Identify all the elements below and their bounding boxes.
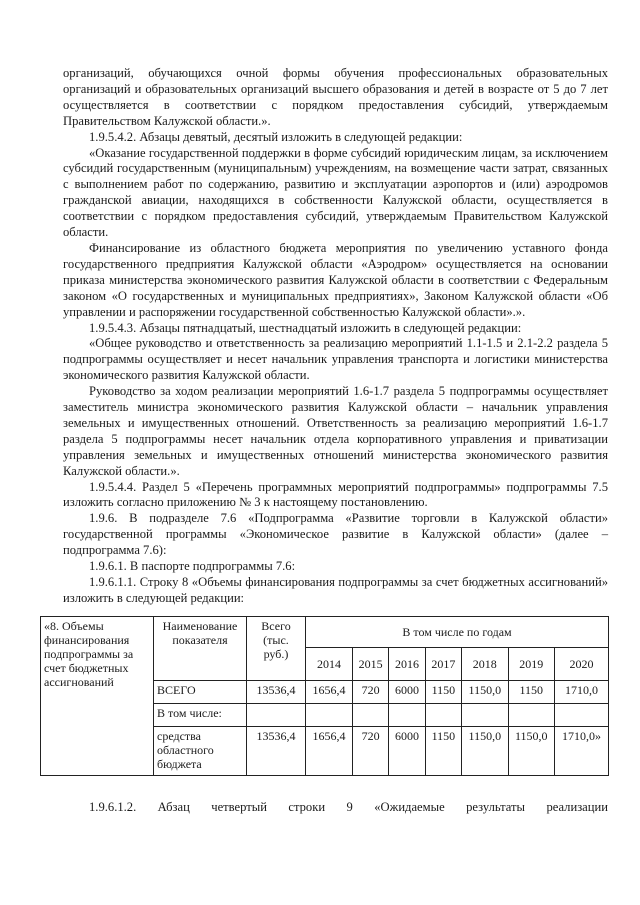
paragraph-1-9-6: 1.9.6. В подразделе 7.6 «Подпрограмма «Развитие торговли в Калужской области» государственной программы «Экономическое развитие в Калужской области» (далее – подпрограмма 7.6): <box>63 511 608 558</box>
year-cell: 2017 <box>425 647 461 680</box>
row-total <box>247 703 306 726</box>
value-cell: 1150,0 <box>462 726 508 775</box>
value-cell: 6000 <box>389 726 425 775</box>
document-page <box>44 66 608 816</box>
value-cell: 1150 <box>425 726 461 775</box>
paragraph-1-9-6-1: 1.9.6.1. В паспорте подпрограммы 7.6: <box>89 559 296 574</box>
value-cell: 1710,0» <box>554 726 608 775</box>
table-row-header: «8. Объемы финансирования подпрограммы за счет бюджетных ассигнований <box>41 616 154 775</box>
value-cell: 1710,0 <box>554 680 608 703</box>
financing-table <box>40 616 609 776</box>
paragraph-1-9-6-1-1: 1.9.6.1.1. Строку 8 «Объемы финансирования подпрограммы за счет бюджетных ассигнований» изложить в следующей редакции: <box>63 575 608 605</box>
value-cell: 720 <box>352 726 388 775</box>
value-cell <box>508 703 554 726</box>
year-cell: 2019 <box>508 647 554 680</box>
paragraph-management-1-6-1-7: Руководство за ходом реализации мероприятий 1.6-1.7 раздела 5 подпрограммы осуществляет заместитель министра экономического развития Калужской области – начальник управления земельных и имущественных отношений. Ответственность за реализацию мероприятий 1.6-1.7 раздела 5 подпрограммы несет начальник отдела корпоративного управления и приватизации управления земельных и имущественных отношений министерства экономического развития Калужской области.». <box>63 384 608 478</box>
row-total: 13536,4 <box>247 680 306 703</box>
paragraph-financing-aerodrom: Финансирование из областного бюджета мероприятия по увеличению уставного фонда государственного предприятия Калужской области «Аэродром» осуществляется на основании приказа министерства экономического развития Калужской области в соответствии с Федеральным законом «О государственных и муниципальных предприятиях», Законом Калужской области «Об управлении и распоряжении государственной собственностью Калужской области».». <box>63 240 608 319</box>
value-cell <box>425 703 461 726</box>
value-cell: 1150,0 <box>462 680 508 703</box>
value-cell <box>389 703 425 726</box>
value-cell: 1656,4 <box>306 726 353 775</box>
year-cell: 2020 <box>554 647 608 680</box>
table-header-row <box>41 616 609 647</box>
value-cell: 6000 <box>389 680 425 703</box>
value-cell: 1150 <box>508 680 554 703</box>
row-name: ВСЕГО <box>154 680 247 703</box>
paragraph-1-9-5-4-3: 1.9.5.4.3. Абзацы пятнадцатый, шестнадцатый изложить в следующей редакции: <box>89 320 522 335</box>
paragraph-subsidies: «Оказание государственной поддержки в форме субсидий юридическим лицам, за исключением субсидий государственным (муниципальным) учреждениям, на возмещение части затрат, связанных с выполнением работ по содержанию, развитию и эксплуатации аэропортов и (или) аэродромов гражданской авиации, находящихся в собственности Калужской области, осуществляется в соответствии с порядком предоставления субсидий, утверждаемым Правительством Калужской области. <box>63 145 608 240</box>
year-cell: 2015 <box>352 647 388 680</box>
value-cell: 1150,0 <box>508 726 554 775</box>
row-name: В том числе: <box>154 703 247 726</box>
value-cell <box>306 703 353 726</box>
year-cell: 2014 <box>306 647 353 680</box>
year-cell: 2016 <box>389 647 425 680</box>
table-col-total: Всего (тыс. руб.) <box>247 616 306 680</box>
year-cell: 2018 <box>462 647 508 680</box>
paragraph-1-9-6-1-2: 1.9.6.1.2. Абзац четвертый строки 9 «Ожидаемые результаты реализации <box>89 799 608 814</box>
paragraph-1-9-5-4-4: 1.9.5.4.4. Раздел 5 «Перечень программных мероприятий подпрограммы» подпрограммы 7.5 изложить согласно приложению № 3 к настоящему постановлению. <box>63 479 608 510</box>
table-col-years-group: В том числе по годам <box>306 616 609 647</box>
value-cell <box>462 703 508 726</box>
paragraph-continuation: организаций, обучающихся очной формы обучения профессиональных образовательных организаций и образовательных организаций высшего образования и детей в возрасте от 5 до 7 лет осуществляется в соответствии с порядком предоставления субсидий, утверждаемым Правительством Калужской области.». <box>63 66 608 128</box>
value-cell: 720 <box>352 680 388 703</box>
value-cell <box>554 703 608 726</box>
paragraph-1-9-5-4-2: 1.9.5.4.2. Абзацы девятый, десятый изложить в следующей редакции: <box>89 129 463 144</box>
row-total: 13536,4 <box>247 726 306 775</box>
table-col-name: Наименование показателя <box>154 616 247 680</box>
value-cell: 1656,4 <box>306 680 353 703</box>
value-cell <box>352 703 388 726</box>
row-name: средства областного бюджета <box>154 726 247 775</box>
value-cell: 1150 <box>425 680 461 703</box>
paragraph-general-management: «Общее руководство и ответственность за реализацию мероприятий 1.1-1.5 и 2.1-2.2 раздела 5 подпрограммы осуществляет и несет начальник управления транспорта и логистики министерства экономического развития Калужской области. <box>63 336 608 383</box>
